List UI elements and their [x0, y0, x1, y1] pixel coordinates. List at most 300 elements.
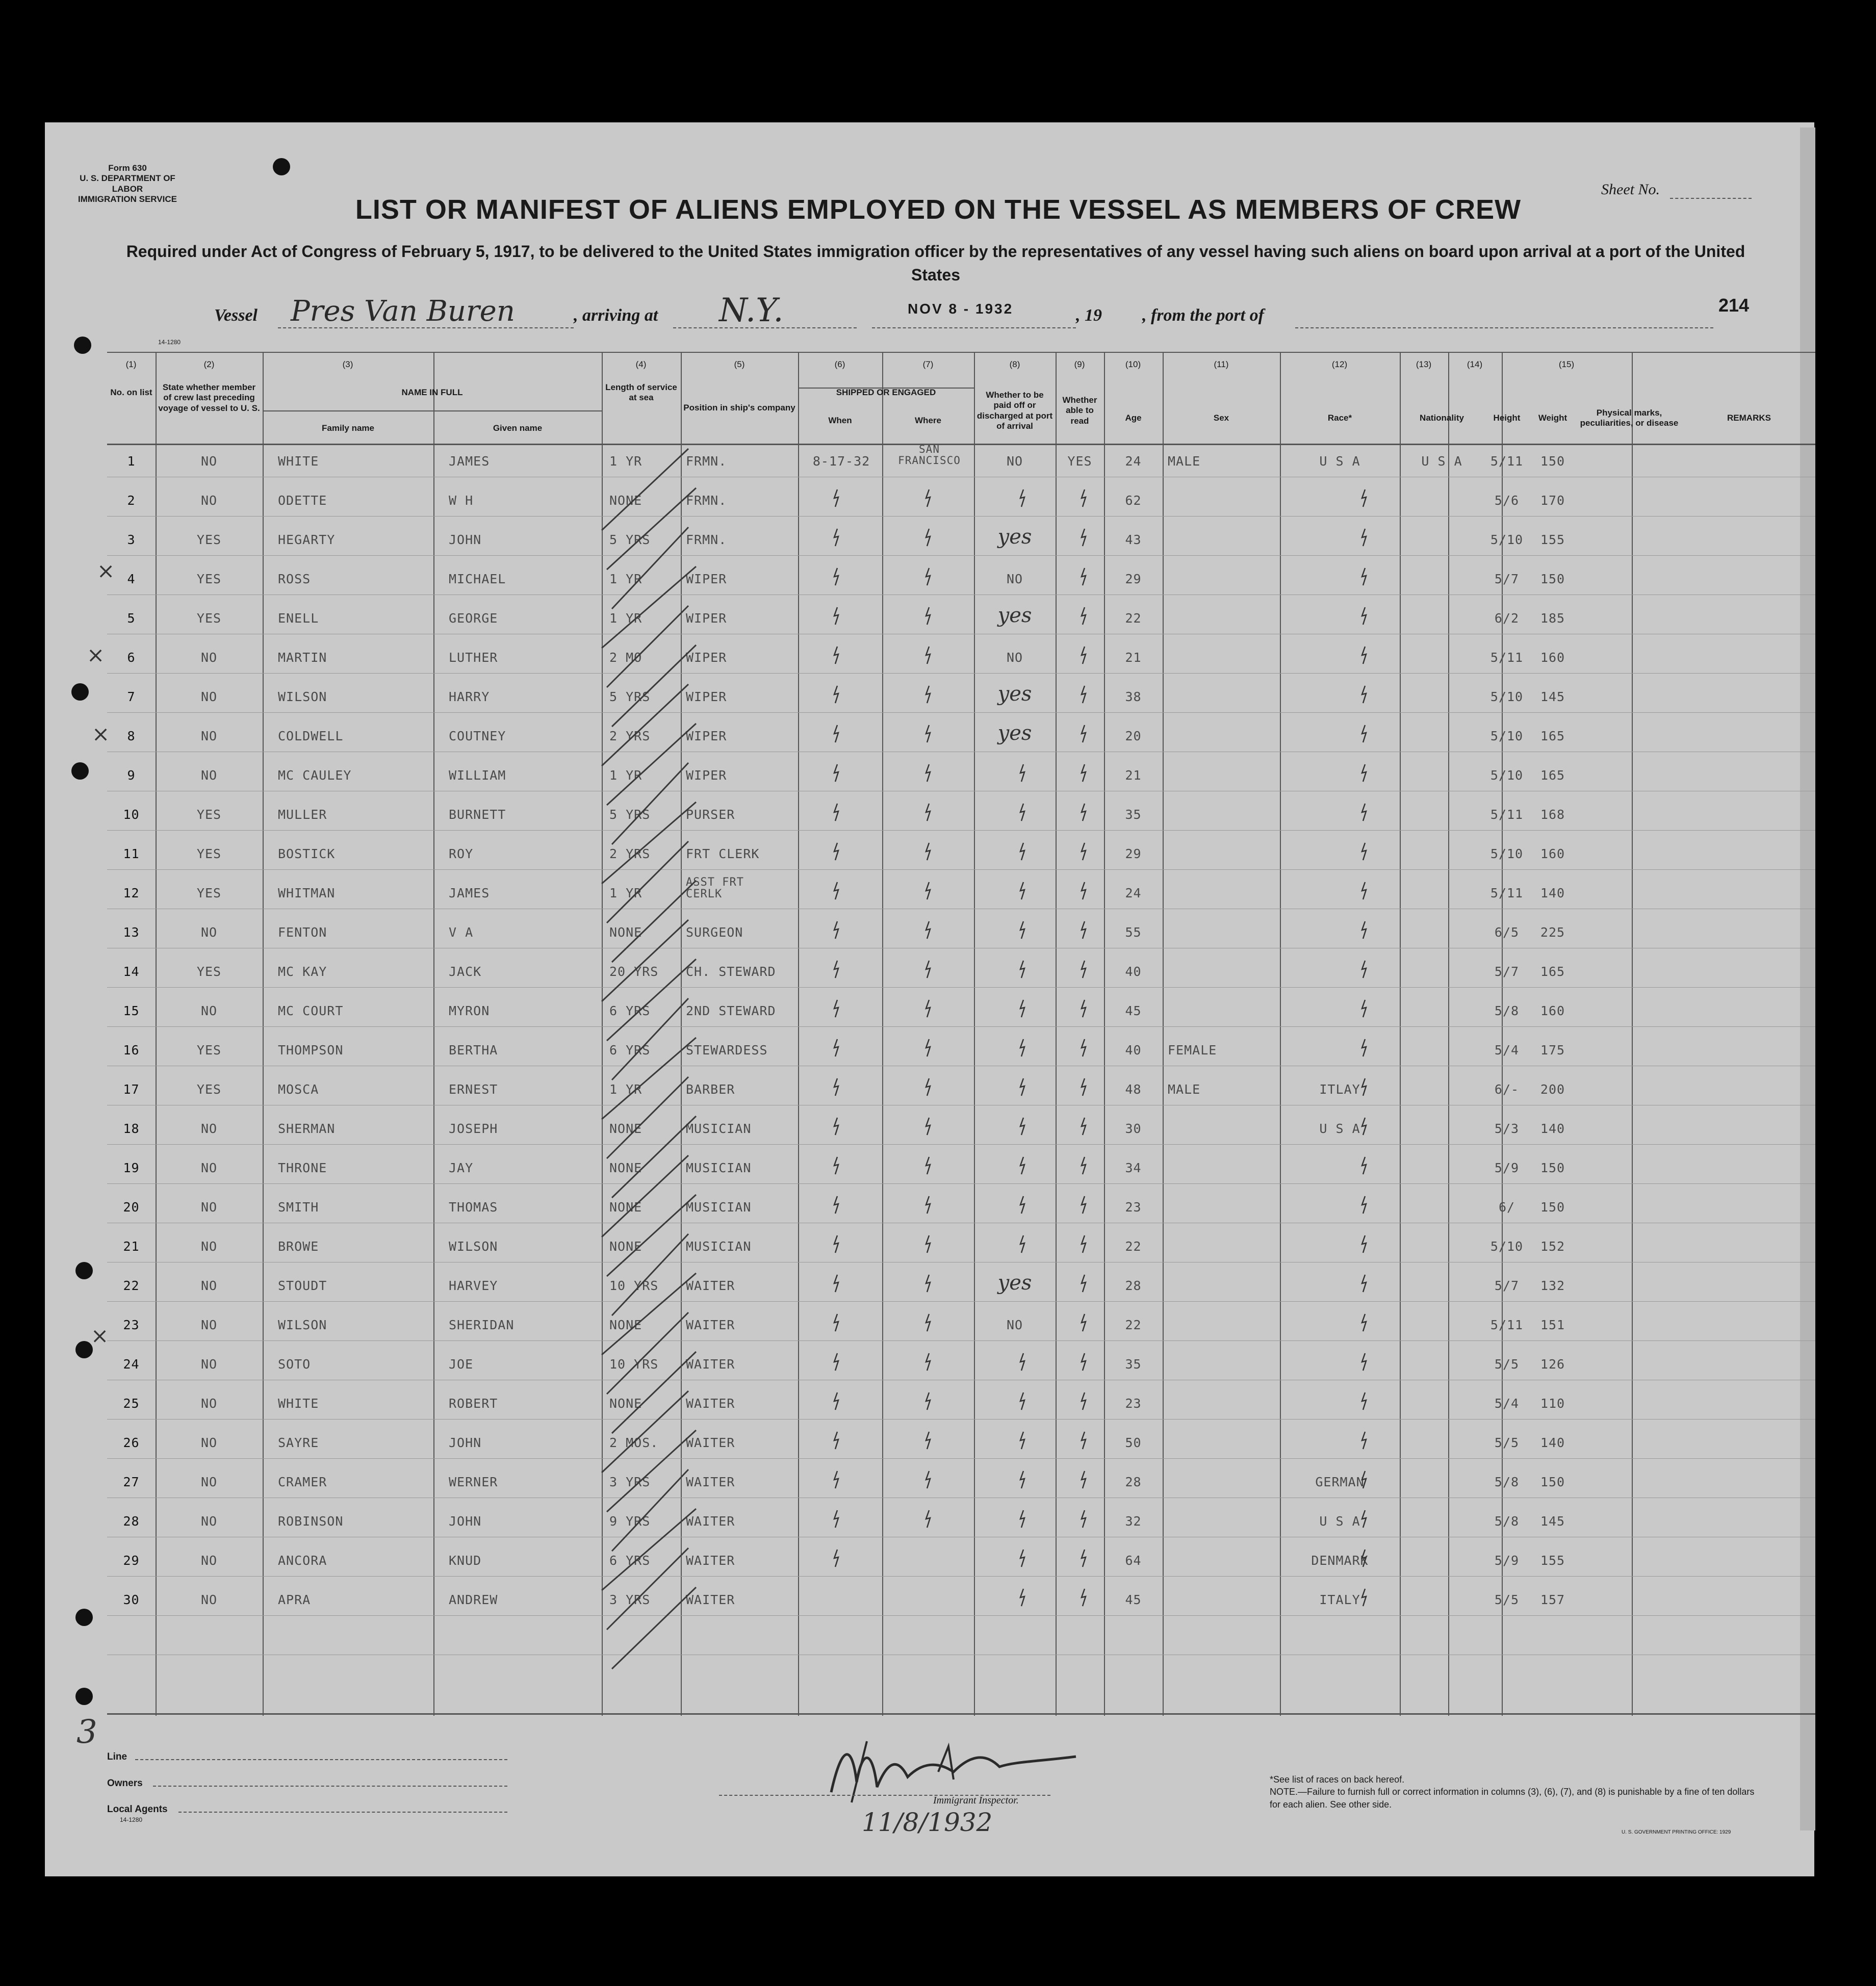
ditto-mark-icon	[1078, 802, 1089, 822]
cell-prev: NO	[200, 1553, 218, 1568]
cell-weight: 126	[1540, 1357, 1565, 1372]
cell-given: WILSON	[449, 1239, 498, 1254]
ditto-mark-icon	[923, 1234, 933, 1254]
cell-prev: YES	[196, 1082, 222, 1097]
ditto-mark-icon	[1078, 1352, 1089, 1372]
column-number: (14)	[1467, 359, 1483, 369]
cell-position: WAITER	[686, 1553, 735, 1568]
column-divider	[156, 352, 157, 1716]
vessel-name-line	[278, 327, 574, 328]
cell-age: 35	[1125, 807, 1142, 822]
cell-age: 23	[1125, 1396, 1142, 1411]
ditto-mark-icon	[1017, 881, 1027, 901]
column-number: (13)	[1416, 359, 1432, 369]
cell-position: PURSER	[686, 807, 735, 822]
cell-family: WHITE	[278, 454, 319, 469]
ditto-mark-icon	[1359, 606, 1369, 626]
column-header-given-name: Given name	[493, 423, 543, 433]
cell-age: 62	[1125, 493, 1142, 508]
cell-height: 5/5	[1494, 1357, 1520, 1372]
cell-service: 3 YRS	[609, 1592, 651, 1607]
column-divider	[1448, 352, 1449, 1716]
column-number: (8)	[1009, 359, 1020, 369]
cell-no: 6	[127, 650, 136, 665]
column-divider	[1400, 352, 1401, 1716]
cell-position: WIPER	[686, 689, 727, 704]
ditto-mark-icon	[1078, 606, 1089, 626]
ditto-mark-icon	[831, 684, 841, 705]
column-header-when: When	[828, 416, 852, 425]
cell-position: WIPER	[686, 650, 727, 665]
cell-no: 16	[123, 1043, 140, 1058]
cell-prev: NO	[200, 1121, 218, 1136]
cell-position: WAITER	[686, 1514, 735, 1529]
cell-height: 5/5	[1494, 1435, 1520, 1450]
column-number: (11)	[1214, 359, 1229, 369]
cell-prev: NO	[200, 1396, 218, 1411]
cell-given: GEORGE	[449, 611, 498, 626]
cell-given: MYRON	[449, 1003, 490, 1018]
ditto-mark-icon	[1078, 1077, 1089, 1097]
ditto-mark-icon	[1017, 1234, 1027, 1254]
ditto-mark-icon	[1078, 1548, 1089, 1568]
cell-given: SHERIDAN	[449, 1318, 515, 1332]
row-rule	[107, 987, 1815, 988]
ditto-mark-icon	[1359, 645, 1369, 665]
column-number: (4)	[635, 359, 647, 369]
year-label: , 19	[1076, 306, 1102, 325]
column-number: (2)	[203, 359, 215, 369]
cell-prev: NO	[200, 1592, 218, 1607]
ditto-mark-icon	[831, 1077, 841, 1097]
cell-service: 1 YR	[609, 454, 643, 469]
cell-age: 28	[1125, 1475, 1142, 1489]
cell-given: ROY	[449, 846, 474, 861]
cell-family: WHITMAN	[278, 886, 336, 900]
cell-read: YES	[1067, 454, 1092, 469]
ditto-mark-icon	[1078, 1430, 1089, 1451]
cell-no: 26	[123, 1435, 140, 1450]
form-code-bottom: 14-1280	[120, 1816, 143, 1823]
column-header-state-whether: State whether member of crew last preceding voyage of vessel to U. S.	[158, 382, 260, 413]
column-header-length-service: Length of service at sea	[605, 382, 677, 403]
cell-no: 2	[127, 493, 136, 508]
cell-weight: 145	[1540, 689, 1565, 704]
cell-no: 8	[127, 729, 136, 743]
cell-given: BURNETT	[449, 807, 506, 822]
cell-weight: 155	[1540, 532, 1565, 547]
cell-no: 19	[123, 1160, 140, 1175]
ditto-mark-icon	[1078, 763, 1089, 783]
cell-prev: NO	[200, 1278, 218, 1293]
ditto-mark-icon	[923, 1312, 933, 1333]
cell-age: 40	[1125, 1043, 1142, 1058]
ditto-mark-icon	[831, 841, 841, 862]
cell-weight: 150	[1540, 1200, 1565, 1215]
cell-weight: 225	[1540, 925, 1565, 940]
cell-age: 22	[1125, 1239, 1142, 1254]
row-rule	[107, 1615, 1815, 1616]
cell-race: ITALY	[1319, 1592, 1360, 1607]
ditto-mark-icon	[1359, 1548, 1369, 1568]
ditto-mark-icon	[1359, 1116, 1369, 1137]
ditto-mark-icon	[1017, 1469, 1027, 1490]
cell-prev: NO	[200, 1475, 218, 1489]
page-number: 214	[1718, 295, 1750, 316]
cell-no: 30	[123, 1592, 140, 1607]
ditto-mark-icon	[1359, 1469, 1369, 1490]
owners-field	[153, 1786, 507, 1787]
ditto-mark-icon	[1359, 920, 1369, 940]
cell-family: MULLER	[278, 807, 327, 822]
column-number: (9)	[1074, 359, 1085, 369]
cell-nationality: U S A	[1421, 454, 1462, 469]
cell-family: WILSON	[278, 689, 327, 704]
cell-weight: 200	[1540, 1082, 1565, 1097]
cell-position: 2ND STEWARD	[686, 1003, 776, 1018]
cell-prev: NO	[200, 650, 218, 665]
cell-given: WILLIAM	[449, 768, 506, 783]
cell-position: MUSICIAN	[686, 1200, 752, 1215]
cell-service: 5 YRS	[609, 532, 651, 547]
cell-position: FRMN.	[686, 532, 727, 547]
cell-weight: 140	[1540, 1121, 1565, 1136]
ditto-mark-icon	[831, 1038, 841, 1058]
ditto-mark-icon	[831, 1509, 841, 1529]
ditto-mark-icon	[923, 1509, 933, 1529]
cell-given: JOHN	[449, 1435, 482, 1450]
cell-height: 5/10	[1490, 1239, 1524, 1254]
cell-height: 6/-	[1494, 1082, 1520, 1097]
ditto-mark-icon	[831, 1195, 841, 1215]
cell-no: 10	[123, 807, 140, 822]
ditto-mark-icon	[923, 684, 933, 705]
cell-position: MUSICIAN	[686, 1239, 752, 1254]
ditto-mark-icon	[831, 1469, 841, 1490]
cell-given: WERNER	[449, 1475, 498, 1489]
ditto-mark-icon	[923, 1273, 933, 1294]
row-rule	[107, 1144, 1815, 1145]
cell-height: 5/9	[1494, 1553, 1520, 1568]
cell-position: CH. STEWARD	[686, 964, 776, 979]
ditto-mark-icon	[1017, 1509, 1027, 1529]
cell-position: STEWARDESS	[686, 1043, 768, 1058]
vessel-name: Pres Van Buren	[291, 295, 515, 328]
column-header-name-in-full: NAME IN FULL	[401, 388, 463, 397]
cell-age: 45	[1125, 1592, 1142, 1607]
cell-no: 29	[123, 1553, 140, 1568]
cell-age: 64	[1125, 1553, 1142, 1568]
cell-height: 6/2	[1494, 611, 1520, 626]
cell-service: NONE	[609, 1121, 643, 1136]
cell-given: JAMES	[449, 454, 490, 469]
ditto-mark-icon	[1359, 566, 1369, 587]
ditto-mark-icon	[831, 1352, 841, 1372]
cell-no: 7	[127, 689, 136, 704]
cell-service: NONE	[609, 1396, 643, 1411]
cell-height: 5/10	[1490, 768, 1524, 783]
cell-family: ROBINSON	[278, 1514, 344, 1529]
ditto-mark-icon	[1359, 881, 1369, 901]
cell-age: 50	[1125, 1435, 1142, 1450]
cell-position: BARBER	[686, 1082, 735, 1097]
cell-position: WIPER	[686, 768, 727, 783]
ditto-mark-icon	[923, 1195, 933, 1215]
cell-position: FRT CLERK	[686, 846, 760, 861]
ditto-mark-icon	[923, 959, 933, 979]
cell-age: 40	[1125, 964, 1142, 979]
cell-position: FRMN.	[686, 493, 727, 508]
ditto-mark-icon	[1078, 724, 1089, 744]
cell-paid: NO	[1006, 572, 1023, 586]
ditto-mark-icon	[1359, 959, 1369, 979]
row-rule	[107, 1026, 1815, 1027]
cell-height: 5/10	[1490, 846, 1524, 861]
column-header-no-on-list: No. on list	[110, 388, 152, 397]
cell-position: SURGEON	[686, 925, 743, 940]
cell-height: 6/	[1498, 1200, 1515, 1215]
cell-family: BROWE	[278, 1239, 319, 1254]
from-port-label: , from the port of	[1142, 306, 1264, 325]
cell-prev: YES	[196, 611, 222, 626]
cell-given: JOHN	[449, 1514, 482, 1529]
cell-weight: 160	[1540, 1003, 1565, 1018]
row-rule	[107, 1340, 1815, 1341]
cell-given: W H	[449, 493, 474, 508]
ditto-mark-icon	[1359, 684, 1369, 705]
ditto-mark-icon	[831, 1116, 841, 1137]
ditto-mark-icon	[831, 1391, 841, 1411]
cell-family: FENTON	[278, 925, 327, 940]
cell-paid: NO	[1006, 454, 1023, 469]
ditto-mark-icon	[1078, 841, 1089, 862]
cell-family: HEGARTY	[278, 532, 336, 547]
owners-label: Owners	[107, 1778, 143, 1789]
arriving-port-line	[673, 327, 857, 328]
cell-position: WIPER	[686, 729, 727, 743]
ditto-mark-icon	[1078, 881, 1089, 901]
cell-no: 1	[127, 454, 136, 469]
ditto-mark-icon	[923, 606, 933, 626]
ditto-mark-icon	[1017, 1391, 1027, 1411]
inspector-label: Immigrant Inspector.	[933, 1795, 1019, 1806]
ditto-mark-icon	[1078, 1509, 1089, 1529]
cell-paid: NO	[1006, 650, 1023, 665]
date-line	[872, 327, 1076, 328]
cell-weight: 155	[1540, 1553, 1565, 1568]
cell-weight: 140	[1540, 886, 1565, 900]
cell-given: KNUD	[449, 1553, 482, 1568]
cell-given: JACK	[449, 964, 482, 979]
cell-service: NONE	[609, 493, 643, 508]
cell-no: 25	[123, 1396, 140, 1411]
ditto-mark-icon	[1078, 1312, 1089, 1333]
ditto-mark-icon	[1078, 1391, 1089, 1411]
cell-position: MUSICIAN	[686, 1160, 752, 1175]
vessel-row	[214, 292, 1718, 331]
cell-height: 5/9	[1494, 1160, 1520, 1175]
ditto-mark-icon	[1017, 1430, 1027, 1451]
cell-service: 6 YRS	[609, 1003, 651, 1018]
cell-family: SOTO	[278, 1357, 311, 1372]
punch-hole	[71, 762, 89, 780]
cell-given: V A	[449, 925, 474, 940]
cell-height: 5/11	[1490, 454, 1524, 469]
row-rule	[107, 1183, 1815, 1184]
cell-given: ERNEST	[449, 1082, 498, 1097]
cell-weight: 165	[1540, 964, 1565, 979]
column-divider	[1502, 352, 1503, 1716]
ditto-mark-icon	[1359, 1312, 1369, 1333]
cell-service: 9 YRS	[609, 1514, 651, 1529]
row-rule	[107, 1419, 1815, 1420]
column-header-paid-off: Whether to be paid off or discharged at port of arrival	[976, 390, 1053, 431]
ditto-mark-icon	[1017, 1352, 1027, 1372]
cell-age: 45	[1125, 1003, 1142, 1018]
cell-weight: 150	[1540, 454, 1565, 469]
ditto-mark-icon	[923, 527, 933, 548]
cell-age: 22	[1125, 611, 1142, 626]
page-subtitle: Required under Act of Congress of February 5, 1917, to be delivered to the United States immigration officer by the representatives of any vessel having such aliens on board upon arrival at a port of the United States	[126, 242, 1745, 285]
cell-no: 17	[123, 1082, 140, 1097]
column-header-physical: Physical marks, peculiarities, or disease	[1580, 408, 1679, 428]
cell-given: LUTHER	[449, 650, 498, 665]
ditto-mark-icon	[1078, 488, 1089, 508]
handwritten-numeral: 3	[76, 1713, 97, 1751]
cell-height: 5/8	[1494, 1514, 1520, 1529]
cell-no: 20	[123, 1200, 140, 1215]
cell-prev: YES	[196, 807, 222, 822]
cell-family: WILSON	[278, 1318, 327, 1332]
cell-position: WAITER	[686, 1592, 735, 1607]
cell-height: 5/8	[1494, 1003, 1520, 1018]
ditto-mark-icon	[1017, 920, 1027, 940]
cell-weight: 160	[1540, 846, 1565, 861]
ditto-mark-icon	[923, 841, 933, 862]
cell-age: 24	[1125, 886, 1142, 900]
cell-height: 5/10	[1490, 729, 1524, 743]
cell-position: WAITER	[686, 1475, 735, 1489]
cell-no: 21	[123, 1239, 140, 1254]
column-number: (1)	[125, 359, 137, 369]
cell-height: 5/4	[1494, 1396, 1520, 1411]
cell-family: SAYRE	[278, 1435, 319, 1450]
ditto-mark-icon	[1017, 1195, 1027, 1215]
cell-race: ITLAY	[1319, 1082, 1360, 1097]
where-divider	[882, 388, 883, 1716]
cell-prev: NO	[200, 925, 218, 940]
cell-no: 28	[123, 1514, 140, 1529]
cell-service: 3 YRS	[609, 1475, 651, 1489]
ditto-mark-icon	[1017, 959, 1027, 979]
cell-service: 1 YR	[609, 611, 643, 626]
cell-height: 5/5	[1494, 1592, 1520, 1607]
ditto-mark-icon	[1017, 841, 1027, 862]
ditto-mark-icon	[1359, 1391, 1369, 1411]
ditto-mark-icon	[831, 606, 841, 626]
ditto-mark-icon	[1017, 1116, 1027, 1137]
ditto-mark-icon	[1078, 1155, 1089, 1176]
signature-date: 11/8/1932	[862, 1808, 993, 1837]
column-header-able-read: Whether able to read	[1062, 395, 1097, 426]
row-rule	[107, 555, 1815, 556]
cell-no: 18	[123, 1121, 140, 1136]
cell-prev: YES	[196, 846, 222, 861]
ditto-mark-icon	[1017, 1038, 1027, 1058]
line-label: Line	[107, 1751, 127, 1762]
cell-weight: 175	[1540, 1043, 1565, 1058]
cell-weight: 165	[1540, 768, 1565, 783]
cell-no: 15	[123, 1003, 140, 1018]
cell-no: 24	[123, 1357, 140, 1372]
form-code-top: 14-1280	[158, 339, 181, 346]
cell-when: 8-17-32	[812, 454, 870, 469]
ditto-mark-icon	[923, 645, 933, 665]
ditto-mark-icon	[1017, 1077, 1027, 1097]
ditto-mark-icon	[1359, 841, 1369, 862]
cell-given: JOHN	[449, 532, 482, 547]
cell-family: MOSCA	[278, 1082, 319, 1097]
cell-weight: 145	[1540, 1514, 1565, 1529]
cell-given: JOSEPH	[449, 1121, 498, 1136]
cell-given: THOMAS	[449, 1200, 498, 1215]
service-name: IMMIGRATION SERVICE	[78, 194, 177, 204]
cell-weight: 157	[1540, 1592, 1565, 1607]
ditto-mark-icon	[831, 1155, 841, 1176]
cell-age: 35	[1125, 1357, 1142, 1372]
cell-service: 6 YRS	[609, 1043, 651, 1058]
cell-sex: MALE	[1168, 454, 1201, 469]
ditto-mark-icon	[1078, 1587, 1089, 1608]
ditto-mark-icon	[831, 488, 841, 508]
cell-height: 5/6	[1494, 493, 1520, 508]
ditto-mark-icon	[1078, 1234, 1089, 1254]
ditto-mark-icon	[1359, 1587, 1369, 1608]
cell-height: 5/11	[1490, 1318, 1524, 1332]
cell-position: WAITER	[686, 1318, 735, 1332]
ditto-mark-icon	[1359, 1077, 1369, 1097]
cell-height: 5/7	[1494, 572, 1520, 586]
ditto-mark-icon	[831, 566, 841, 587]
ditto-mark-icon	[1078, 527, 1089, 548]
ditto-mark-icon	[831, 920, 841, 940]
cell-family: WHITE	[278, 1396, 319, 1411]
punch-hole	[75, 1609, 93, 1626]
cell-age: 43	[1125, 532, 1142, 547]
punch-hole	[273, 158, 290, 175]
ditto-mark-icon	[831, 1234, 841, 1254]
crew-table	[107, 352, 1815, 1716]
cell-no: 5	[127, 611, 136, 626]
cell-height: 6/5	[1494, 925, 1520, 940]
cell-family: ANCORA	[278, 1553, 327, 1568]
cell-race: GERMAN	[1315, 1475, 1365, 1489]
margin-x-mark: ×	[97, 558, 115, 583]
ditto-mark-icon	[923, 1469, 933, 1490]
cell-given: JAY	[449, 1160, 474, 1175]
sheet-number-field	[1670, 198, 1752, 199]
cell-prev: NO	[200, 454, 218, 469]
cell-service: 10 YRS	[609, 1357, 659, 1372]
column-header-shipped-engaged: SHIPPED OR ENGAGED	[836, 388, 936, 397]
column-divider	[263, 352, 264, 1716]
ditto-mark-icon	[1078, 998, 1089, 1019]
cell-prev: NO	[200, 493, 218, 508]
cell-position: MUSICIAN	[686, 1121, 752, 1136]
column-number: (5)	[734, 359, 745, 369]
cell-family: THRONE	[278, 1160, 327, 1175]
cell-height: 5/11	[1490, 650, 1524, 665]
